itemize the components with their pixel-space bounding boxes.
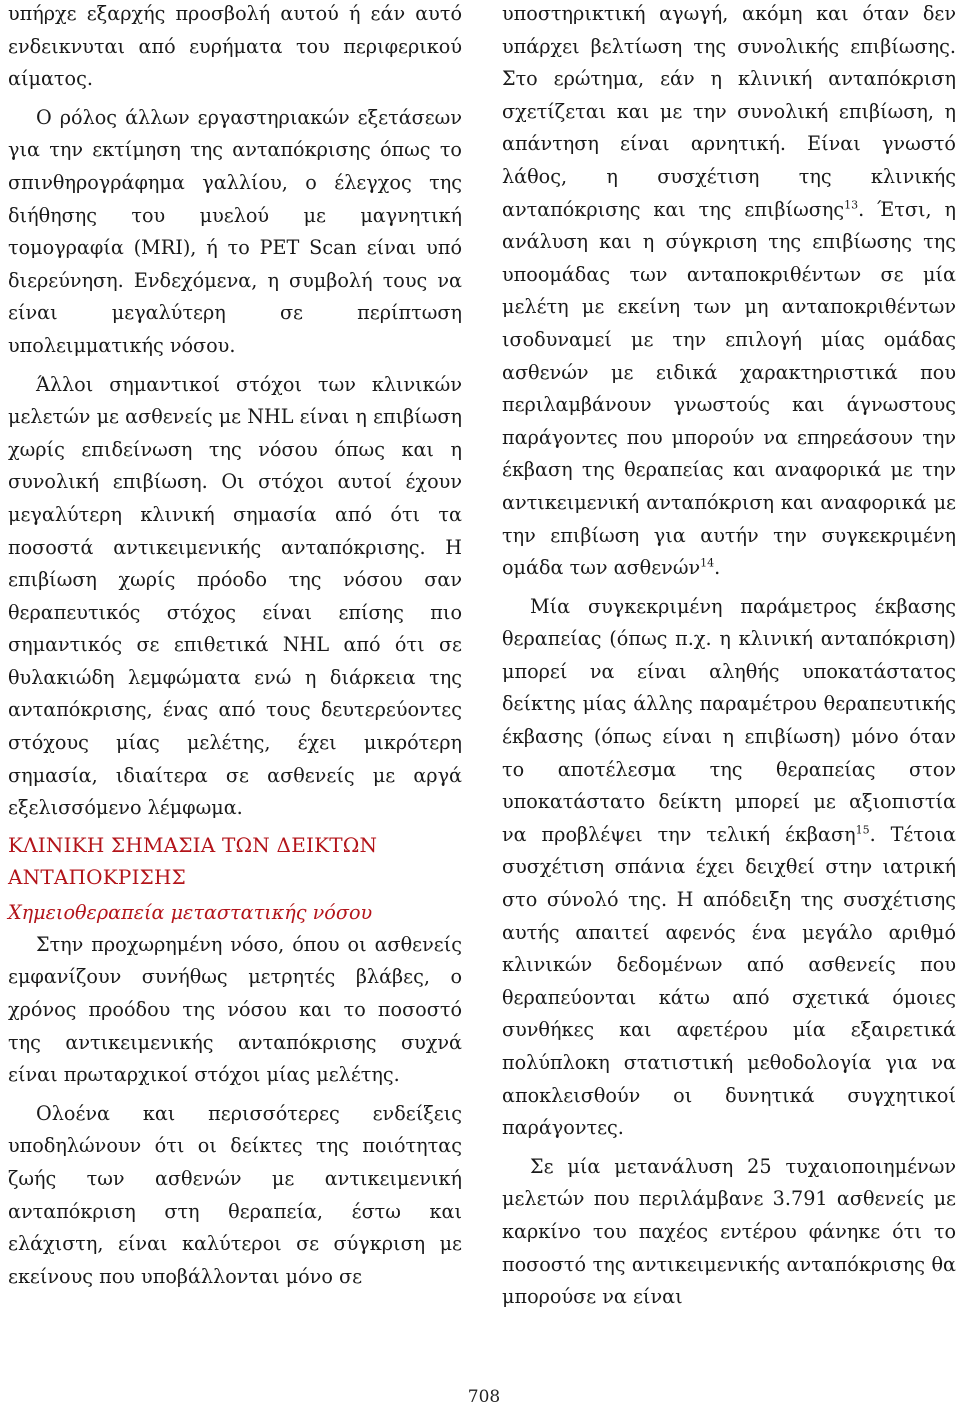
text-run: Μία συγκεκριμένη παράμετρος έκβασης θεραπείας (όπως π.χ. η κλινική ανταπόκριση) μπορεί να είναι αληθής υποκατάστατος δείκτης μίας άλλης παραμέτρου θεραπευτικής έκβασης (όπως είναι η επιβίωση) μόνο όταν το αποτέλεσμα της θεραπείας στον υποκατάστατο δείκτη μπορεί με αξιοπιστία να προβλέψει την τελική έκβαση (502, 594, 956, 846)
paragraph (502, 0, 956, 585)
paragraph (502, 591, 956, 1145)
paragraph: υπήρχε εξαρχής προσβολή αυτού ή εάν αυτό ενδεικνυται από ευρήματα του περιφερικού αίματος. (8, 2, 462, 91)
subsection-heading: Χημειοθεραπεία μεταστατικής νόσου (8, 900, 373, 924)
section-heading: ΚΛΙΝΙΚΗ ΣΗΜΑΣΙΑ ΤΩΝ ΔΕΙΚΤΩΝ ΑΝΤΑΠΟΚΡΙΣΗΣ (8, 832, 378, 889)
text-run: . Έτσι, η ανάλυση και η σύγκριση της επιβίωσης της υποομάδας των ανταποκριθέντων σε μία μελέτη με εκείνη των μη ανταποκριθέντων ισοδυναμεί με την επιλογή μίας ομάδας ασθενών με ειδικά χαρακτηριστικά που περιλαμβάνουν γνωστούς και άγνωστους παράγοντες που μπορούν να επηρεάσουν την έκβαση της θεραπείας και αναφορικά με την αντικειμενική ανταπόκριση και αναφορικά με την επιβίωση για αυτήν την συγκεκριμένη ομάδα των ασθενών (502, 197, 956, 580)
paragraph: Άλλοι σημαντικοί στόχοι των κλινικών μελετών με ασθενείς με NHL είναι η επιβίωση χωρίς επιδείνωση της νόσου όπως και η συνολική επιβίωση. Οι στόχοι αυτοί έχουν μεγαλύτερη κλινική σημασία από ότι τα ποσοστά αντικειμενικής ανταπόκρισης. Η επιβίωση χωρίς πρόοδο της νόσου σαν θεραπευτικός στόχος είναι επίσης πιο σημαντικός σε επιθετικά NHL από ότι σε θυλακιώδη λεμφώματα ενώ η διάρκεια της ανταπόκρισης, ένας από τους δευτερεύοντες στόχους μίας μελέτης, έχει μικρότερη σημασία, ιδιαίτερα σε ασθενείς με αργά εξελισσόμενο λέμφωμα. (8, 372, 462, 820)
text-run: υποστηρικτική αγωγή, ακόμη και όταν δεν υπάρχει βελτίωση της συνολικής επιβίωσης. Στο ερώτημα, εάν η κλινική ανταπόκριση σχετίζεται και με την συνολική επιβίωση, η απάντηση είναι αρνητική. Είναι γνωστό λάθος, η συσχέτιση της κλινικής ανταπόκρισης και της επιβίωσης (502, 2, 956, 221)
paragraph: Ολοένα και περισσότερες ενδείξεις υποδηλώνουν ότι οι δείκτες της ποιότητας ζωής των ασθενών με αντικειμενική ανταπόκριση στη θεραπεία, έστω και ελάχιστη, είναι καλύτεροι σε σύγκριση με εκείνους που υποβάλλονται μόνο σε (8, 1101, 462, 1288)
text-run: . (714, 556, 721, 580)
paragraph: Ο ρόλος άλλων εργαστηριακών εξετάσεων για την εκτίμηση της ανταπόκρισης όπως το σπινθηρογράφημα γαλλίου, ο έλεγχος της διήθησης του μυελού με μαγνητική τομογραφία (MRI), ή το PET Scan είναι υπό διερεύνηση. Ενδεχόμενα, η συμβολή τους να είναι μεγαλύτερη σε περίπτωση υπολειμματικής νόσου. (8, 105, 462, 357)
text-run: . Τέτοια συσχέτιση σπάνια έχει δειχθεί στην ιατρική στο σύνολό της. Η απόδειξη της συσχέτισης αυτής απαιτεί αφενός ένα μεγάλο αριθμό κλινικών δεδομένων από ασθενείς που θεραπεύονται κάτω από σχετικά όμοιες συνθήκες και αφετέρου μία εξαιρετικά πολύπλοκη στατιστική μεθοδολογία για να αποκλεισθούν οι δυνητικά συγχητικοί παράγοντες. (502, 822, 956, 1140)
paragraph: Σε μία μετανάλυση 25 τυχαιοποιημένων μελετών που περιλάμβανε 3.791 ασθενείς με καρκίνο του παχέος εντέρου φάνηκε ότι το ποσοστό της αντικειμενικής ανταπόκρισης θα μπορούσε να είναι (502, 1154, 956, 1309)
left-column (8, 0, 462, 1293)
reference-13: 13 (844, 198, 859, 212)
right-column (502, 0, 956, 1314)
page-number: 708 (467, 1387, 501, 1407)
reference-14: 14 (700, 556, 715, 570)
reference-15: 15 (855, 823, 870, 837)
paragraph: Στην προχωρημένη νόσο, όπου οι ασθενείς εμφανίζουν συνήθως μετρητές βλάβες, ο χρόνος προόδου της νόσου και το ποσοστό της αντικειμενικής ανταπόκρισης συχνά είναι πρωταρχικοί στόχοι μίας μελέτης. (8, 932, 462, 1087)
